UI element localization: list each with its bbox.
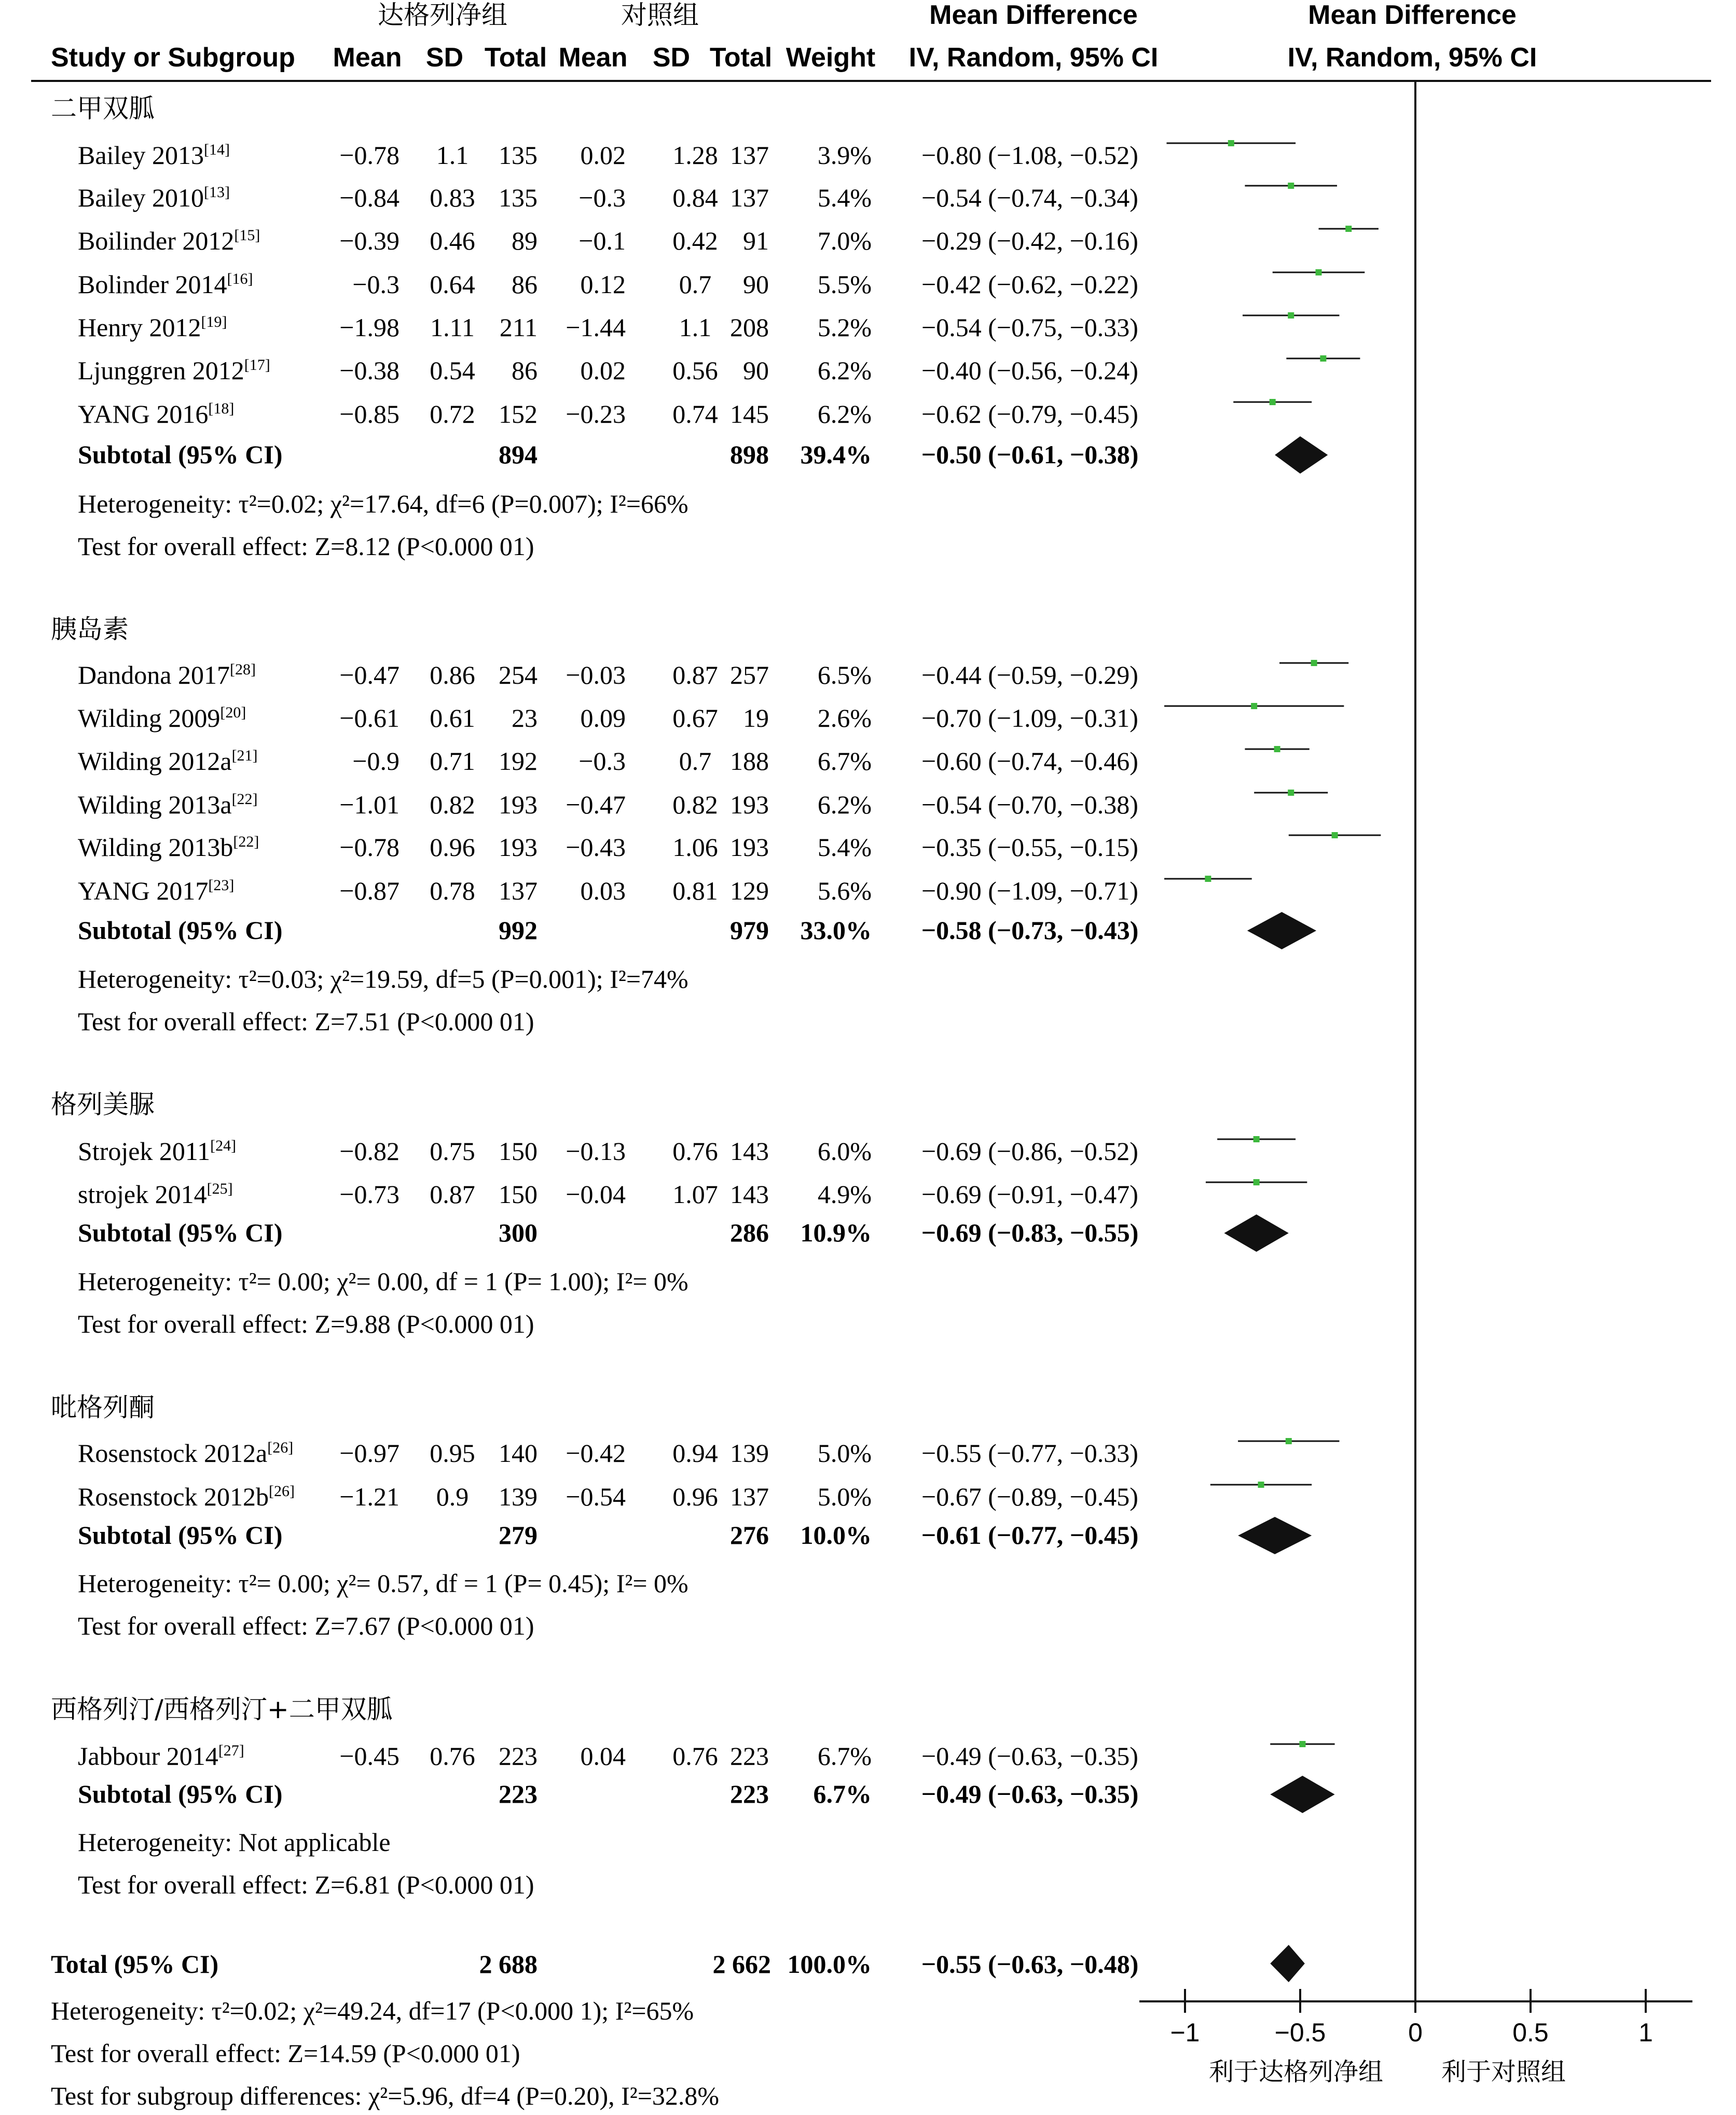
study-name (78, 313, 227, 342)
study-name (78, 790, 258, 819)
study-ref: [18] (208, 400, 235, 417)
table-rows (51, 93, 1138, 2110)
study-ci: −0.60 (−0.74, −0.46) (921, 747, 1138, 776)
ctl-mean: 0.03 (580, 876, 626, 905)
study-point-marker (1286, 1438, 1292, 1444)
study-label: Bailey 2013 (78, 141, 204, 170)
header-weight: Weight (786, 43, 876, 73)
ctl-sd: 0.42 (672, 226, 718, 255)
study-point-marker (1288, 790, 1294, 796)
study-ref: [22] (233, 833, 259, 850)
subtotal-exp-total: 279 (499, 1520, 538, 1550)
study-weight: 5.6% (817, 876, 872, 905)
total-exp-total: 2 688 (479, 1950, 538, 1979)
ctl-total: 91 (743, 226, 769, 255)
total-diamond (1270, 1945, 1305, 1982)
ctl-sd: 0.67 (672, 703, 718, 732)
subtotal-diamond (1224, 1214, 1288, 1252)
ctl-total: 145 (730, 399, 769, 428)
study-weight: 5.4% (817, 183, 872, 212)
heterogeneity-text: Heterogeneity: τ²= 0.00; χ²= 0.00, df = 1 (P= 1.00); I²= 0% (78, 1267, 688, 1296)
ctl-mean: 0.02 (580, 141, 626, 170)
exp-sd: 0.95 (430, 1439, 475, 1468)
ctl-total: 188 (730, 747, 769, 776)
ctl-total: 143 (730, 1137, 769, 1166)
exp-total: 223 (499, 1741, 538, 1771)
ctl-total: 257 (730, 660, 769, 689)
ctl-mean: −0.13 (566, 1137, 626, 1166)
study-point-marker (1332, 832, 1338, 838)
overall-effect-text: Test for overall effect: Z=6.81 (P<0.000 01) (78, 1870, 534, 1899)
study-ci: −0.69 (−0.86, −0.52) (921, 1137, 1138, 1166)
header-md-title-right: Mean Difference (1308, 0, 1517, 30)
exp-sd: 0.9 (436, 1482, 469, 1511)
study-ref: [17] (244, 356, 270, 374)
ctl-mean: 0.12 (580, 270, 626, 299)
x-axis-tick-label: 1 (1638, 2018, 1653, 2047)
header-total-exp: Total (484, 43, 547, 73)
ctl-total: 143 (730, 1180, 769, 1209)
ctl-sd: 0.76 (672, 1137, 718, 1166)
subtotal-weight: 10.0% (800, 1520, 872, 1550)
study-point-marker (1274, 746, 1280, 752)
exp-mean: −0.78 (339, 833, 399, 862)
subtotal-ctl-total: 898 (730, 440, 769, 469)
study-ref: [20] (220, 704, 246, 721)
ctl-total: 129 (730, 876, 769, 905)
exp-sd: 0.61 (430, 703, 475, 732)
ctl-mean: 0.02 (580, 356, 626, 385)
exp-total: 254 (499, 660, 538, 689)
study-name (78, 183, 230, 212)
subtotal-ctl-total: 223 (730, 1779, 769, 1808)
exp-total: 193 (499, 833, 538, 862)
study-label: Dandona 2017 (78, 660, 230, 689)
header-sd-exp: SD (425, 43, 464, 73)
exp-sd: 0.71 (430, 747, 475, 776)
study-weight: 6.7% (817, 747, 872, 776)
ctl-mean: −0.23 (566, 399, 626, 428)
exp-mean: −0.45 (339, 1741, 399, 1771)
ctl-mean: −0.47 (566, 790, 626, 819)
subgroup-title: 吡格列酮 (51, 1392, 155, 1422)
exp-sd: 0.86 (430, 660, 475, 689)
overall-effect-text: Test for overall effect: Z=7.67 (P<0.000 01) (78, 1611, 534, 1640)
ctl-mean: −0.03 (566, 660, 626, 689)
study-label: Jabbour 2014 (78, 1741, 218, 1771)
ctl-mean: −1.44 (566, 313, 626, 342)
header-study-col: Study or Subgroup (51, 43, 295, 73)
ctl-total: 193 (730, 833, 769, 862)
ctl-sd: 0.56 (672, 356, 718, 385)
overall-effect-text: Test for overall effect: Z=7.51 (P<0.000 01) (78, 1007, 534, 1036)
study-name (78, 270, 253, 299)
study-name (78, 1180, 233, 1209)
exp-mean: −1.21 (339, 1482, 399, 1511)
exp-sd: 0.96 (430, 833, 475, 862)
study-ci: −0.54 (−0.74, −0.34) (921, 183, 1138, 212)
study-point-marker (1228, 140, 1234, 146)
exp-mean: −0.73 (339, 1180, 399, 1209)
exp-sd: 1.11 (430, 313, 475, 342)
exp-sd: 0.46 (430, 226, 475, 255)
exp-total: 86 (512, 356, 538, 385)
total-label: Total (95% CI) (51, 1950, 219, 1979)
exp-total: 139 (499, 1482, 538, 1511)
ctl-mean: −0.1 (578, 226, 626, 255)
exp-mean: −0.84 (339, 183, 399, 212)
study-point-marker (1253, 1136, 1260, 1142)
subtotal-diamond (1275, 436, 1328, 474)
study-ref: [27] (218, 1742, 244, 1759)
ctl-sd: 1.07 (672, 1180, 718, 1209)
study-name (78, 1439, 293, 1468)
study-weight: 5.2% (817, 313, 872, 342)
study-name (78, 747, 258, 776)
study-label: Bolinder 2014 (78, 270, 227, 299)
ctl-sd: 0.7 (679, 747, 712, 776)
ctl-total: 90 (743, 356, 769, 385)
subtotal-ci: −0.50 (−0.61, −0.38) (921, 440, 1139, 469)
subtotal-ci: −0.61 (−0.77, −0.45) (921, 1520, 1139, 1550)
study-label: Wilding 2013b (78, 833, 233, 862)
exp-total: 152 (499, 399, 538, 428)
exp-mean: −1.98 (339, 313, 399, 342)
x-axis-tick-label: 0.5 (1512, 2018, 1549, 2047)
study-weight: 6.2% (817, 356, 872, 385)
study-ref: [15] (234, 227, 260, 244)
exp-sd: 0.76 (430, 1741, 475, 1771)
ctl-total: 208 (730, 313, 769, 342)
study-ref: [23] (208, 877, 235, 894)
ctl-sd: 0.87 (672, 660, 718, 689)
study-ref: [26] (269, 1483, 295, 1500)
study-ref: [25] (206, 1180, 233, 1197)
ctl-sd: 0.82 (672, 790, 718, 819)
subgroup-title: 二甲双胍 (51, 93, 155, 123)
ctl-sd: 0.74 (672, 399, 718, 428)
exp-sd: 0.78 (430, 876, 475, 905)
ctl-sd: 0.76 (672, 1741, 718, 1771)
study-point-marker (1288, 312, 1294, 319)
study-ci: −0.69 (−0.91, −0.47) (921, 1180, 1138, 1209)
study-point-marker (1316, 269, 1322, 275)
study-ci: −0.90 (−1.09, −0.71) (921, 876, 1138, 905)
study-point-marker (1270, 399, 1276, 405)
subtotal-diamond (1247, 912, 1316, 949)
exp-sd: 0.83 (430, 183, 475, 212)
header-mean-exp: Mean (333, 43, 402, 73)
study-label: Boilinder 2012 (78, 226, 235, 255)
study-name (78, 226, 260, 255)
study-point-marker (1251, 703, 1257, 709)
heterogeneity-text: Heterogeneity: τ²= 0.00; χ²= 0.57, df = 1 (P= 0.45); I²= 0% (78, 1569, 688, 1598)
exp-total: 23 (512, 703, 538, 732)
exp-total: 140 (499, 1439, 538, 1468)
study-label: Henry 2012 (78, 313, 201, 342)
subtotal-exp-total: 894 (499, 440, 538, 469)
subtotal-weight: 6.7% (813, 1779, 872, 1808)
ctl-mean: −0.42 (566, 1439, 626, 1468)
study-name (78, 833, 259, 862)
study-name (78, 356, 270, 385)
x-axis-tick-label: −0.5 (1274, 2018, 1326, 2047)
exp-sd: 0.75 (430, 1137, 475, 1166)
subtotal-ctl-total: 286 (730, 1218, 769, 1247)
study-ref: [19] (201, 313, 227, 330)
exp-total: 137 (499, 876, 538, 905)
study-point-marker (1205, 876, 1211, 882)
subtotal-exp-total: 223 (499, 1779, 538, 1808)
ctl-total: 139 (730, 1439, 769, 1468)
subgroup-title: 格列美脲 (51, 1089, 155, 1119)
subtotal-label: Subtotal (95% CI) (78, 1779, 283, 1808)
study-name (78, 1741, 244, 1771)
header-sd-ctl: SD (652, 43, 691, 73)
exp-total: 150 (499, 1180, 538, 1209)
study-ref: [26] (267, 1439, 294, 1456)
exp-mean: −1.01 (339, 790, 399, 819)
exp-mean: −0.78 (339, 141, 399, 170)
study-ci: −0.42 (−0.62, −0.22) (921, 270, 1138, 299)
subtotal-ctl-total: 276 (730, 1520, 769, 1550)
ctl-mean: −0.43 (566, 833, 626, 862)
study-ref: [24] (210, 1137, 237, 1154)
study-ci: −0.35 (−0.55, −0.15) (921, 833, 1138, 862)
exp-sd: 0.82 (430, 790, 475, 819)
exp-mean: −0.3 (352, 270, 399, 299)
ctl-sd: 0.94 (672, 1439, 718, 1468)
ctl-sd: 1.06 (672, 833, 718, 862)
exp-total: 193 (499, 790, 538, 819)
header-md-title-left: Mean Difference (929, 0, 1138, 30)
study-ci: −0.44 (−0.59, −0.29) (921, 660, 1138, 689)
subtotal-weight: 39.4% (800, 440, 872, 469)
study-point-marker (1345, 226, 1352, 232)
subtotal-ci: −0.69 (−0.83, −0.55) (921, 1218, 1139, 1247)
ctl-sd: 1.28 (672, 141, 718, 170)
study-point-marker (1320, 355, 1326, 362)
study-weight: 6.2% (817, 790, 872, 819)
header-group-exp: 达格列净组 (378, 0, 507, 30)
exp-sd: 0.64 (430, 270, 475, 299)
study-ref: [22] (231, 791, 258, 808)
study-ref: [13] (204, 184, 230, 201)
study-weight: 5.0% (817, 1482, 872, 1511)
subtotal-diamond (1270, 1776, 1334, 1813)
study-label: YANG 2017 (78, 876, 209, 905)
study-weight: 4.9% (817, 1180, 872, 1209)
heterogeneity-text: Heterogeneity: τ²=0.02; χ²=17.64, df=6 (P=0.007); I²=66% (78, 489, 688, 518)
ctl-mean: −0.54 (566, 1482, 626, 1511)
ctl-total: 223 (730, 1741, 769, 1771)
study-label: Ljunggren 2012 (78, 356, 244, 385)
study-ref: [21] (231, 747, 258, 764)
study-weight: 6.2% (817, 399, 872, 428)
study-ci: −0.54 (−0.75, −0.33) (921, 313, 1138, 342)
overall-effect-text: Test for overall effect: Z=9.88 (P<0.000 01) (78, 1309, 534, 1338)
study-name (78, 1482, 295, 1511)
ctl-sd: 1.1 (679, 313, 712, 342)
study-label: Wilding 2009 (78, 703, 221, 732)
header-md-method-right: IV, Random, 95% CI (1287, 43, 1537, 73)
subtotal-label: Subtotal (95% CI) (78, 440, 283, 469)
study-name (78, 660, 256, 689)
subtotal-ci: −0.49 (−0.63, −0.35) (921, 1779, 1139, 1808)
ctl-sd: 0.7 (679, 270, 712, 299)
study-ci: −0.49 (−0.63, −0.35) (921, 1741, 1138, 1771)
study-weight: 6.0% (817, 1137, 872, 1166)
x-axis-tick-label: 0 (1408, 2018, 1423, 2047)
ctl-sd: 0.96 (672, 1482, 718, 1511)
subtotal-weight: 33.0% (800, 916, 872, 945)
header-group-ctl: 对照组 (621, 0, 699, 30)
subgroup-title: 胰岛素 (51, 614, 129, 644)
study-ci: −0.70 (−1.09, −0.31) (921, 703, 1138, 732)
study-label: Rosenstock 2012b (78, 1482, 269, 1511)
study-label: Strojek 2011 (78, 1137, 211, 1166)
study-point-marker (1299, 1741, 1305, 1747)
ctl-mean: 0.09 (580, 703, 626, 732)
exp-total: 211 (499, 313, 538, 342)
study-name (78, 703, 246, 732)
study-ref: [28] (230, 661, 256, 678)
subtotal-ci: −0.58 (−0.73, −0.43) (921, 916, 1139, 945)
exp-mean: −0.82 (339, 1137, 399, 1166)
header-mean-ctl: Mean (558, 43, 628, 73)
header-md-method-left: IV, Random, 95% CI (908, 43, 1159, 73)
study-name (78, 141, 230, 170)
study-weight: 5.0% (817, 1439, 872, 1468)
study-point-marker (1258, 1482, 1264, 1488)
ctl-total: 193 (730, 790, 769, 819)
header-total-ctl: Total (709, 43, 773, 73)
heterogeneity-text: Heterogeneity: τ²=0.03; χ²=19.59, df=5 (P=0.001); I²=74% (78, 964, 688, 993)
ctl-total: 137 (730, 1482, 769, 1511)
subgroup-differences-text: Test for subgroup differences: χ²=5.96, df=4 (P=0.20), I²=32.8% (51, 2081, 720, 2110)
study-ci: −0.67 (−0.89, −0.45) (921, 1482, 1138, 1511)
total-weight: 100.0% (787, 1950, 872, 1979)
ctl-total: 137 (730, 183, 769, 212)
subtotal-ctl-total: 979 (730, 916, 769, 945)
exp-mean: −0.9 (352, 747, 399, 776)
exp-sd: 0.54 (430, 356, 475, 385)
subtotal-exp-total: 300 (499, 1218, 538, 1247)
study-name (78, 399, 234, 428)
study-weight: 3.9% (817, 141, 872, 170)
study-ci: −0.29 (−0.42, −0.16) (921, 226, 1138, 255)
study-label: strojek 2014 (78, 1180, 207, 1209)
study-weight: 6.7% (817, 1741, 872, 1771)
study-label: YANG 2016 (78, 399, 209, 428)
subtotal-weight: 10.9% (800, 1218, 872, 1247)
exp-total: 192 (499, 747, 538, 776)
heterogeneity-text: Heterogeneity: Not applicable (78, 1828, 391, 1857)
study-label: Wilding 2013a (78, 790, 232, 819)
favours-right-label: 利于对照组 (1441, 2057, 1566, 2086)
total-ci: −0.55 (−0.63, −0.48) (921, 1950, 1139, 1979)
study-ci: −0.62 (−0.79, −0.45) (921, 399, 1138, 428)
study-label: Bailey 2010 (78, 183, 204, 212)
x-axis-tick-label: −1 (1170, 2018, 1200, 2047)
study-weight: 7.0% (817, 226, 872, 255)
exp-sd: 0.87 (430, 1180, 475, 1209)
exp-total: 86 (512, 270, 538, 299)
exp-mean: −0.97 (339, 1439, 399, 1468)
ctl-sd: 0.84 (672, 183, 718, 212)
exp-total: 89 (512, 226, 538, 255)
exp-total: 135 (499, 183, 538, 212)
exp-mean: −0.87 (339, 876, 399, 905)
study-name (78, 1137, 236, 1166)
study-name (78, 876, 234, 905)
total-overall-effect-text: Test for overall effect: Z=14.59 (P<0.000 01) (51, 2039, 520, 2068)
subtotal-label: Subtotal (95% CI) (78, 916, 283, 945)
ctl-mean: −0.3 (578, 183, 626, 212)
study-ref: [16] (227, 270, 253, 287)
favours-left-label: 利于达格列净组 (1208, 2057, 1384, 2086)
subtotal-exp-total: 992 (499, 916, 538, 945)
study-ci: −0.55 (−0.77, −0.33) (921, 1439, 1138, 1468)
study-label: Rosenstock 2012a (78, 1439, 268, 1468)
subtotal-label: Subtotal (95% CI) (78, 1218, 283, 1247)
ctl-mean: −0.04 (566, 1180, 626, 1209)
study-weight: 2.6% (817, 703, 872, 732)
total-ctl-total: 2 662 (712, 1950, 771, 1979)
study-point-marker (1253, 1179, 1260, 1185)
exp-total: 150 (499, 1137, 538, 1166)
study-point-marker (1311, 660, 1317, 666)
subtotal-label: Subtotal (95% CI) (78, 1520, 283, 1550)
study-label: Wilding 2012a (78, 747, 232, 776)
ctl-sd: 0.81 (672, 876, 718, 905)
exp-total: 135 (499, 141, 538, 170)
overall-effect-text: Test for overall effect: Z=8.12 (P<0.000 01) (78, 532, 534, 561)
ctl-total: 90 (743, 270, 769, 299)
exp-sd: 1.1 (436, 141, 469, 170)
exp-mean: −0.85 (339, 399, 399, 428)
ctl-mean: 0.04 (580, 1741, 626, 1771)
exp-mean: −0.47 (339, 660, 399, 689)
exp-mean: −0.38 (339, 356, 399, 385)
study-ci: −0.54 (−0.70, −0.38) (921, 790, 1138, 819)
plot-area (1139, 81, 1692, 2086)
exp-mean: −0.39 (339, 226, 399, 255)
study-weight: 5.4% (817, 833, 872, 862)
ctl-mean: −0.3 (578, 747, 626, 776)
exp-mean: −0.61 (339, 703, 399, 732)
study-point-marker (1288, 183, 1294, 189)
exp-sd: 0.72 (430, 399, 475, 428)
study-ref: [14] (204, 141, 230, 158)
ctl-total: 137 (730, 141, 769, 170)
study-ci: −0.80 (−1.08, −0.52) (921, 141, 1138, 170)
subgroup-title: 西格列汀/西格列汀+二甲双胍 (51, 1694, 393, 1724)
study-ci: −0.40 (−0.56, −0.24) (921, 356, 1138, 385)
study-weight: 5.5% (817, 270, 872, 299)
study-weight: 6.5% (817, 660, 872, 689)
total-heterogeneity-text: Heterogeneity: τ²=0.02; χ²=49.24, df=17 (P<0.000 1); I²=65% (51, 1996, 694, 2025)
ctl-total: 19 (743, 703, 769, 732)
subtotal-diamond (1238, 1517, 1312, 1554)
